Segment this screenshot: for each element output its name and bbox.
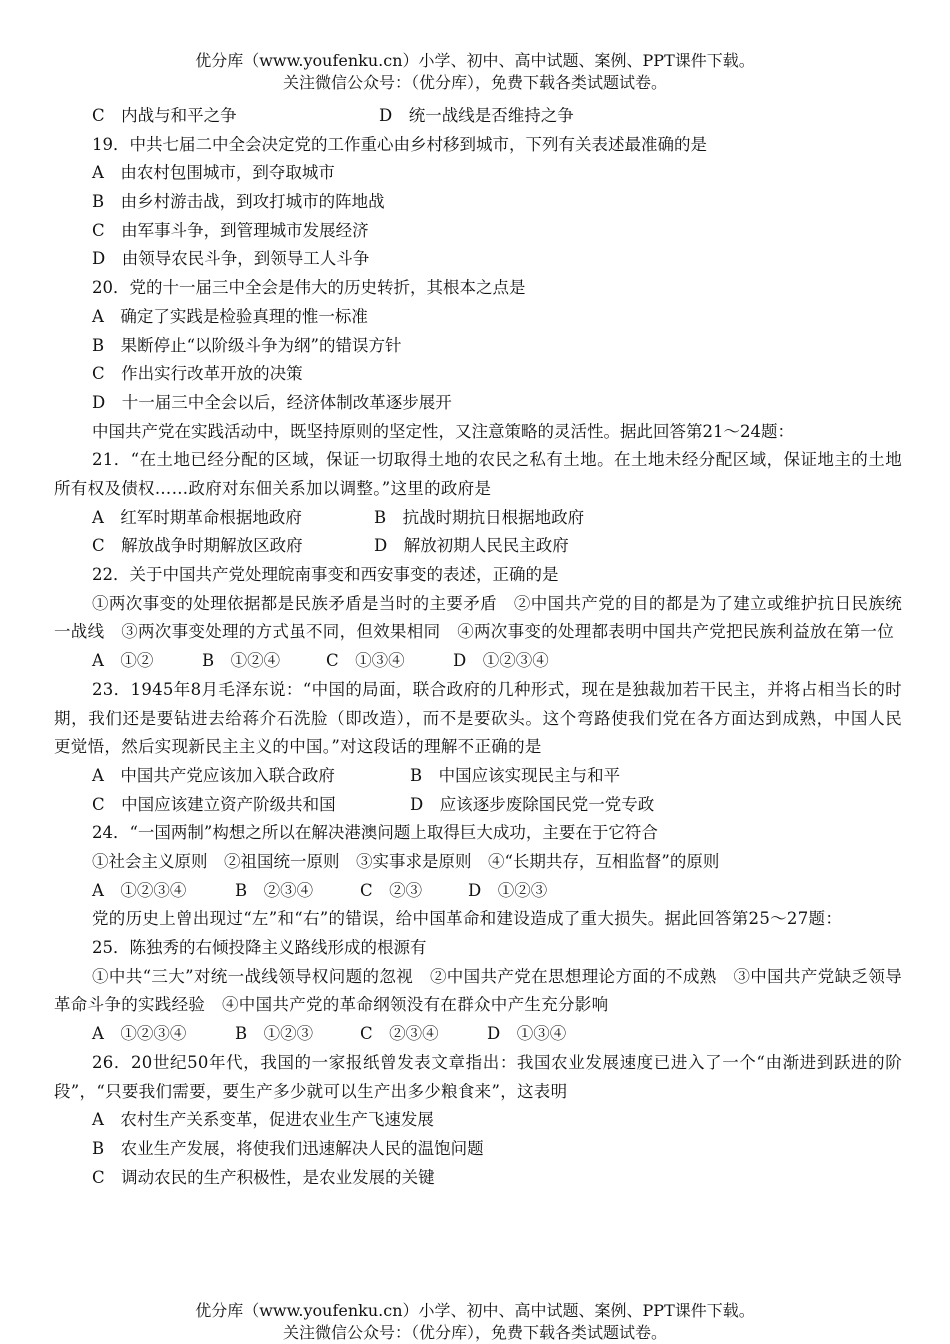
q23-option-a: A 中国共产党应该加入联合政府 — [92, 765, 335, 785]
q23-options-ab — [54, 762, 902, 791]
q26-stem: 26．20世纪50年代，我国的一家报纸曾发表文章指出：我国农业发展速度已进入了一个“由渐进到跃进的阶段”，“只要我们需要，要生产多少就可以生产出多少粮食来”，这表明 — [54, 1052, 902, 1101]
q24-options — [54, 877, 902, 906]
q22-stem: 22．关于中国共产党处理皖南事变和西安事变的表述，正确的是 — [92, 565, 559, 585]
q21-option-d: D 解放初期人民民主政府 — [374, 536, 569, 556]
q26-option-b: B 农业生产发展，将使我们迅速解决人民的温饱问题 — [92, 1138, 484, 1158]
q22-statements: ①两次事变的处理依据都是民族矛盾是当时的主要矛盾 ②中国共产党的目的都是为了建立或维护抗日民族统一战线 ③两次事变处理的方式虽不同，但效果相同 ④两次事变的处理都表明中国共产党把民族利益放在第一位 — [54, 593, 902, 642]
q23-option-b: B 中国应该实现民主与和平 — [410, 765, 621, 785]
header-line-1: 优分库（www.youfenku.cn）小学、初中、高中试题、案例、PPT课件下载。 — [195, 51, 755, 70]
q25-option-d: D ①③④ — [487, 1024, 567, 1044]
q20-option-c: C 作出实行改革开放的决策 — [92, 364, 303, 384]
q24-option-a: A ①②③④ — [92, 880, 187, 900]
q20-option-d: D 十一届三中全会以后，经济体制改革逐步展开 — [92, 392, 452, 412]
q26-option-c: C 调动农民的生产积极性，是农业发展的关键 — [92, 1167, 435, 1187]
q23-options-cd — [54, 791, 902, 820]
q21-option-a: A 红军时期革命根据地政府 — [92, 507, 302, 527]
q24-option-b: B ②③④ — [235, 880, 314, 900]
q22-option-c: C ①③④ — [326, 651, 405, 671]
q25-statements: ①中共“三大”对统一战线领导权问题的忽视 ②中国共产党在思想理论方面的不成熟 ③中国共产党缺乏领导革命斗争的实践经验 ④中国共产党的革命纲领没有在群众中产生充分影响 — [54, 966, 902, 1015]
q25-options — [54, 1020, 902, 1049]
q24-option-c: C ②③ — [360, 880, 423, 900]
q22-option-d: D ①②③④ — [453, 651, 549, 671]
footer-line-2: 关注微信公众号：（优分库），免费下载各类试题试卷。 — [282, 1323, 667, 1342]
q22-options — [54, 647, 902, 676]
q22-option-b: B ①②④ — [202, 651, 281, 671]
q25-stem: 25．陈独秀的右倾投降主义路线形成的根源有 — [92, 938, 427, 958]
q25-option-a: A ①②③④ — [92, 1024, 187, 1044]
q19-option-d: D 由领导农民斗争，到领导工人斗争 — [92, 249, 370, 269]
q21-option-b: B 抗战时期抗日根据地政府 — [374, 507, 585, 527]
q24-stem: 24．“一国两制”构想之所以在解决港澳问题上取得巨大成功，主要在于它符合 — [92, 823, 658, 843]
exam-content — [54, 102, 902, 1192]
q18-option-c: C 内战与和平之争 — [92, 106, 237, 125]
page-header — [0, 50, 950, 94]
intro-21-24: 中国共产党在实践活动中，既坚持原则的坚定性，又注意策略的灵活性。据此回答第21～24题： — [92, 421, 794, 441]
q21-options-cd — [54, 532, 902, 561]
header-line-2: 关注微信公众号：（优分库），免费下载各类试题试卷。 — [282, 73, 667, 92]
footer-line-1: 优分库（www.youfenku.cn）小学、初中、高中试题、案例、PPT课件下载。 — [195, 1301, 755, 1320]
q23-option-c: C 中国应该建立资产阶级共和国 — [92, 794, 336, 814]
q26-option-a: A 农村生产关系变革，促进农业生产飞速发展 — [92, 1110, 434, 1130]
q24-option-d: D ①②③ — [468, 880, 548, 900]
q21-stem: 21．“在土地已经分配的区域，保证一切取得土地的农民之私有土地。在土地未经分配区域，保证地主的土地所有权及债权……政府对东佃关系加以调整。”这里的政府是 — [54, 450, 902, 498]
page-footer — [0, 1300, 950, 1344]
q21-option-c: C 解放战争时期解放区政府 — [92, 536, 303, 556]
q23-stem: 23．1945年8月毛泽东说：“中国的局面，联合政府的几种形式，现在是独裁加若干民主，并将占相当长的时期，我们还是要钻进去给蒋介石洗脸（即改造），而不是要砍头。这个弯路使我们党在各方面达到成熟，中国人民更觉悟，然后实现新民主主义的中国。”对这段话的理解不正确的是 — [54, 679, 902, 757]
q20-option-a: A 确定了实践是检验真理的惟一标准 — [92, 306, 368, 326]
q21-options-ab — [54, 504, 902, 533]
q20-option-b: B 果断停止“以阶级斗争为纲”的错误方针 — [92, 335, 402, 355]
q18-option-d: D 统一战线是否维持之争 — [379, 106, 574, 125]
q19-stem: 19．中共七届二中全会决定党的工作重心由乡村移到城市，下列有关表述最准确的是 — [92, 134, 707, 154]
q25-option-b: B ①②③ — [235, 1024, 314, 1044]
q22-option-a: A ①② — [92, 651, 154, 671]
intro-25-27: 党的历史上曾出现过“左”和“右”的错误，给中国革命和建设造成了重大损失。据此回答第25～27题： — [92, 909, 843, 929]
q24-statements: ①社会主义原则 ②祖国统一原则 ③实事求是原则 ④“长期共存，互相监督”的原则 — [92, 851, 720, 871]
q25-option-c: C ②③④ — [360, 1024, 439, 1044]
q23-option-d: D 应该逐步废除国民党一党专政 — [410, 794, 655, 814]
q18-options-cd — [54, 102, 902, 131]
q19-option-b: B 由乡村游击战，到攻打城市的阵地战 — [92, 192, 385, 212]
q19-option-c: C 由军事斗争，到管理城市发展经济 — [92, 220, 369, 240]
q20-stem: 20．党的十一届三中全会是伟大的历史转折，其根本之点是 — [92, 278, 526, 298]
q19-option-a: A 由农村包围城市，到夺取城市 — [92, 163, 335, 183]
